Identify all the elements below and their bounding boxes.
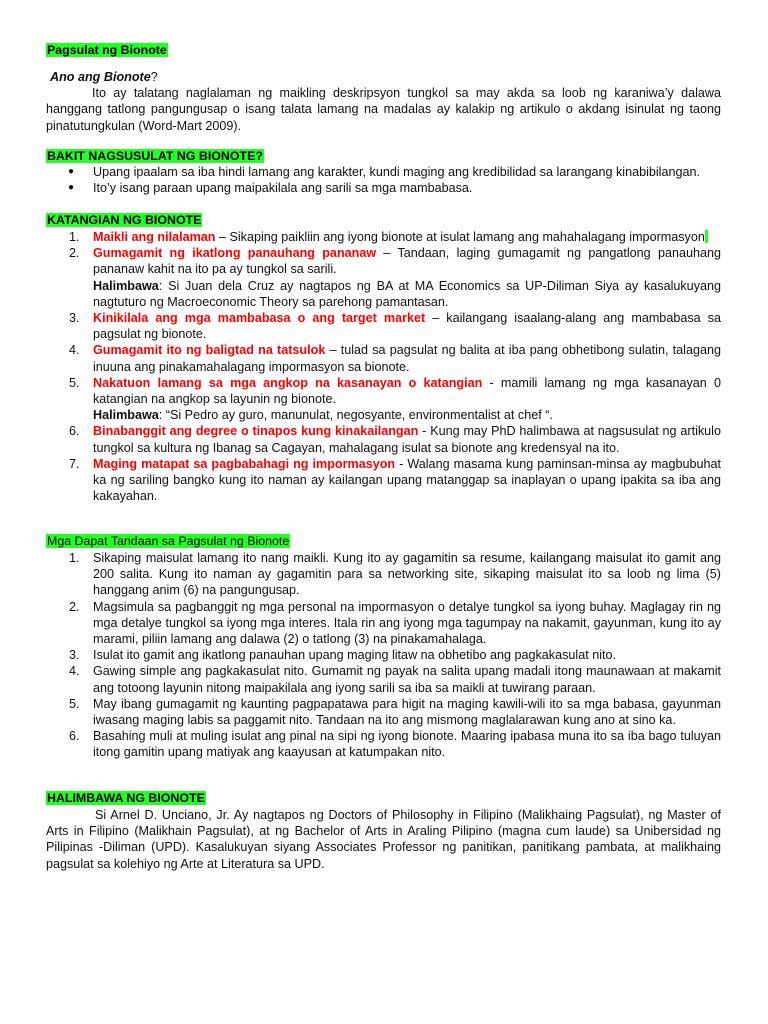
item-number: 6. bbox=[69, 424, 80, 439]
list-item bbox=[46, 696, 721, 728]
katangian-heading-text: KATANGIAN NG BIONOTE bbox=[47, 213, 202, 227]
halimbawa-section bbox=[46, 807, 721, 872]
list-item bbox=[46, 456, 721, 505]
example-label: Halimbawa bbox=[93, 408, 159, 423]
dapat-heading-text: Mga Dapat Tandaan sa Pagsulat ng Bionote bbox=[47, 534, 290, 548]
list-item bbox=[46, 229, 721, 245]
item-emphasis: Gumagamit ng ikatlong panauhang pananaw bbox=[93, 246, 377, 261]
intro-question-mark: ? bbox=[150, 70, 158, 84]
item-number: 2. bbox=[69, 599, 80, 614]
list-item bbox=[46, 342, 721, 374]
item-text: – Sikaping paikliin ang iyong bionote at isulat lamang ang mahahalagang impormasyon bbox=[215, 230, 705, 244]
katangian-section bbox=[46, 229, 721, 504]
list-item-text: Ito’y isang paraan upang maipakilala ang sarili sa mga mambabasa. bbox=[93, 181, 473, 196]
item-emphasis: Nakatuon lamang sa mga angkop na kasanayan o katangian bbox=[93, 375, 483, 390]
item-emphasis: Kinikilala ang mga mambabasa o ang target market bbox=[93, 311, 426, 326]
list-item bbox=[46, 550, 721, 599]
item-number: 5. bbox=[69, 375, 80, 390]
item-emphasis: Binabanggit ang degree o tinapos kung kinakailangan bbox=[93, 424, 419, 439]
document-title bbox=[46, 43, 168, 58]
item-text: - Kung may PhD halimbawa at nagsusulat ng artikulo tungkol sa kultura ng Ibanag sa Cagayan, mahalagang isulat sa bionote ang kredensyal na ito. bbox=[93, 424, 721, 455]
list-item bbox=[46, 663, 721, 695]
bullet-icon: ● bbox=[68, 182, 75, 194]
katangian-heading bbox=[46, 213, 202, 228]
list-item bbox=[46, 599, 721, 648]
highlight-mark bbox=[705, 230, 708, 243]
list-item bbox=[46, 647, 721, 663]
intro-question bbox=[46, 69, 721, 85]
item-text: Magsimula sa pagbanggit ng mga personal na impormasyon o detalye tungkol sa iyong buhay. Maglagay rin ng mga detalye tungkol sa iyong mga interes. Itala rin ang iyong mga tagumpay na nakamit, gayunman, kung ito ay marami, piliin lamang ang dalawa (2) o tatlong (3) na pinakamahalaga. bbox=[93, 599, 721, 647]
example-text: : Si Juan dela Cruz ay nagtapos ng BA at MA Economics sa UP-Diliman Siya ay kasalukuyang nagtuturo ng Macroeconomic Theory sa parehong pamantasan. bbox=[93, 278, 721, 309]
bakit-heading bbox=[46, 149, 264, 164]
dapat-list bbox=[46, 550, 721, 761]
intro-section bbox=[46, 69, 721, 134]
item-text: Gawing simple ang pagkakasulat nito. Gumamit ng payak na salita upang madali itong maunawaan at makamit ang totoong layunin nitong maipakilala ang iyong sarili sa iba sa maikli at tuwirang paraan. bbox=[93, 664, 721, 695]
bakit-list bbox=[46, 164, 721, 196]
item-text: May ibang gumagamit ng kaunting pagpapatawa para higit na maging kawili-wili ito sa mga babasa, gayunman iwasang maging labis sa paggamit nito. Tandaan na ito ang mismong maglalarawan kung ano at sino ka. bbox=[93, 696, 721, 728]
list-item bbox=[46, 310, 721, 342]
list-item-text: Upang ipaalam sa iba hindi lamang ang karakter, kundi maging ang kredibilidad sa larangang kinabibilangan. bbox=[93, 165, 701, 179]
item-number: 3. bbox=[69, 648, 80, 663]
bakit-heading-text: BAKIT NAGSUSULAT NG BIONOTE? bbox=[47, 149, 263, 163]
item-emphasis: Maging matapat sa pagbabahagi ng impormasyon bbox=[93, 456, 396, 471]
item-emphasis: Gumagamit ito ng baligtad na tatsulok bbox=[93, 343, 326, 358]
list-item bbox=[46, 375, 721, 407]
item-text: Basahing muli at muling isulat ang pinal na sipi ng iyong bionote. Maaring ipabasa muna ito sa iba bago tuluyan itong gamitin upang matiyak ang kaayusan at katumpakan nito. bbox=[93, 729, 721, 760]
item-text: Sikaping maisulat lamang ito nang maikli. Kung ito ay gagamitin sa resume, kailangang maisulat ito gamit ang 200 salita. Kung ito naman ay gagamitin para sa networking site, sikaping maisulat ito sa loob ng lima (5) hanggang anim (6) na pangungusap. bbox=[93, 551, 721, 598]
example-note bbox=[46, 278, 721, 310]
example-note bbox=[46, 407, 721, 423]
bakit-section bbox=[46, 164, 721, 196]
item-emphasis: Maikli ang nilalaman bbox=[93, 230, 216, 244]
item-number: 5. bbox=[69, 696, 80, 711]
dapat-section bbox=[46, 550, 721, 761]
halimbawa-heading bbox=[46, 791, 206, 806]
item-text: – Tandaan, laging gumagamit ng pangatlong panauhang pananaw kahit na ito pa ay tungkol sa sarili. bbox=[93, 246, 722, 277]
item-text: - mamili lamang ng mga kasanayan 0 katangian na angkop sa layunin ng bionote. bbox=[93, 375, 722, 407]
list-item bbox=[46, 245, 721, 277]
list-item bbox=[46, 180, 721, 196]
item-number: 3. bbox=[69, 311, 80, 326]
item-number: 2. bbox=[69, 246, 80, 261]
intro-question-text: Ano ang Bionote bbox=[50, 70, 151, 84]
item-number: 1. bbox=[69, 230, 80, 244]
katangian-list bbox=[46, 229, 721, 504]
item-number: 4. bbox=[69, 343, 80, 358]
dapat-heading bbox=[46, 534, 290, 549]
halimbawa-heading-text: HALIMBAWA NG BIONOTE bbox=[47, 791, 205, 805]
item-number: 4. bbox=[69, 664, 80, 679]
halimbawa-paragraph: Si Arnel D. Unciano, Jr. Ay nagtapos ng Doctors of Philosophy in Filipino (Malikhaing Pagsulat), ng Master of Arts in Filipino (Malikhain Pagsulat), at ng Bachelor of Arts in Araling Pilipino (magna cum laude) sa Unibersidad ng Pilipinas -Diliman (UPD). Kasalukuyan siyang Associates Professor ng panitikan, panitikang pambata, at malikhaing pagsulat sa kolehiyo ng Arte at Literatura sa UPD. bbox=[46, 808, 721, 871]
intro-paragraph: Ito ay talatang naglalaman ng maikling deskripsyon tungkol sa may akda sa loob ng karaniwa’y dalawa hanggang tatlong pangungusap o isang talata lamang na madalas ay kalakip ng artikulo o akdang isinulat ng taong pinatutungkulan (Word-Mart 2009). bbox=[46, 86, 721, 133]
list-item bbox=[46, 728, 721, 760]
item-text: Isulat ito gamit ang ikatlong panauhan upang maging litaw na obhetibo ang pagkakasulat nito. bbox=[93, 648, 617, 663]
title-highlight: Pagsulat ng Bionote bbox=[47, 43, 167, 57]
list-item bbox=[46, 164, 721, 180]
item-number: 7. bbox=[69, 456, 80, 471]
item-number: 1. bbox=[69, 551, 80, 565]
example-label: Halimbawa bbox=[93, 278, 159, 293]
item-text: – kailangang isaalang-alang ang mambabasa sa pagsulat ng bionote. bbox=[93, 311, 721, 342]
item-number: 6. bbox=[69, 729, 80, 744]
item-text: - Walang masama kung paminsan-minsa ay magbubuhat ka ng sariling bangko kung ito naman ay kailangan upang matanggap sa inaplayan o upang ipakita sa iba ang kakayahan. bbox=[93, 456, 721, 504]
example-text: : “Si Pedro ay guro, manunulat, negosyante, environmentalist at chef “. bbox=[158, 408, 553, 423]
list-item bbox=[46, 423, 721, 455]
item-text: – tulad sa pagsulat ng balita at iba pang obhetibong sulatin, talagang inuuna ang pinakamahalagang impormasyon sa bionote. bbox=[93, 343, 721, 374]
bullet-icon: ● bbox=[68, 166, 75, 177]
